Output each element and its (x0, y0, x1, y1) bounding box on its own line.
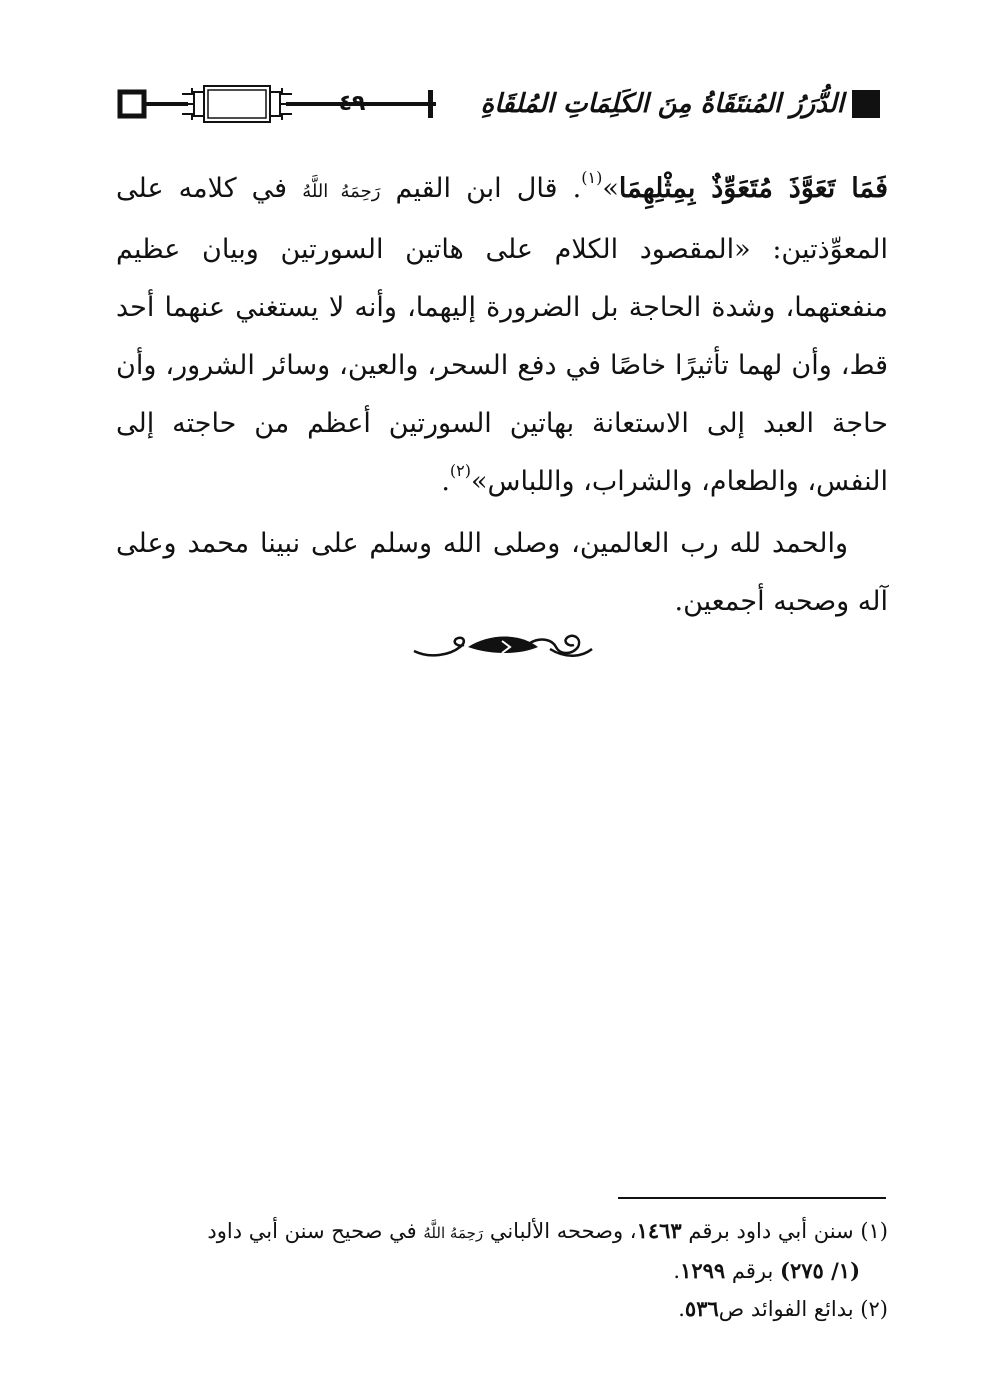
footnote-1-continuation (116, 1252, 888, 1290)
book-title: الدُّرَرُ المُنتَقَاةُ مِنَ الكَلِمَاتِ المُلقَاةِ (473, 84, 852, 124)
footnote-1-number-2: ١٢٩٩ (680, 1258, 726, 1283)
footnote-2 (116, 1290, 888, 1328)
hadith-quote-end: فَمَا تَعَوَّذَ مُتَعَوِّذٌ بِمِثْلِهِمَا (618, 173, 888, 204)
closing-flourish-ornament (410, 625, 596, 665)
paragraph-1-text-b: في كلامه على المعوِّذتين: «المقصود الكلام على هاتين السورتين وبيان عظيم منفعتهما، وشدة الحاجة بل الضرورة إليهما، وأنه لا يستغني عنهما أحد قط، وأن لهما تأثيرًا خاصًا في دفع السحر، والعين، وسائر الشرور، وأن حاجة العبد إلى الاستعانة بهاتين السورتين أعظم من حاجته إلى النفس، والطعام، والشراب، واللباس (116, 173, 888, 497)
footnote-ref-1[interactable]: (١) (581, 168, 603, 187)
footnote-2-page-number: ٥٣٦ (684, 1296, 719, 1321)
footnote-separator (618, 1197, 886, 1199)
closing-quote-mark: » (602, 173, 619, 204)
paragraph-1-end: . (441, 466, 450, 497)
main-text (116, 160, 888, 631)
footnote-ref-2[interactable]: (٢) (449, 461, 472, 480)
footnote-1-text-b: ، وصححه الألباني (483, 1219, 637, 1243)
footnote-1-text-a: (١) سنن أبي داود برقم (681, 1219, 888, 1243)
footnote-1-honorific: رَحِمَهُ اللَّهُ (423, 1224, 484, 1242)
paragraph-1-text-a: . قال ابن القيم (380, 173, 582, 204)
paragraph-1 (116, 160, 888, 511)
footnote-1-end: . (673, 1259, 681, 1283)
page-header (116, 80, 888, 128)
footnote-1-hadith-number: ١٤٦٣ (636, 1218, 682, 1243)
paragraph-2: والحمد لله رب العالمين، وصلى الله وسلم على نبينا محمد وعلى آله وصحبه أجمعين. (116, 528, 888, 617)
footnote-1-volume-page: (١/ ٢٧٥) (780, 1258, 860, 1283)
honorific-rahimahullah: رَحِمَهُ اللَّهُ (302, 181, 381, 202)
footnote-2-end: . (678, 1297, 685, 1321)
page-number: ٤٩ (338, 91, 366, 116)
footnotes (116, 1212, 888, 1328)
footnote-1-text-d: برقم (725, 1259, 781, 1283)
footnote-1-text-c: في صحيح سنن أبي داود (207, 1219, 424, 1243)
footnote-1 (116, 1212, 888, 1252)
footnote-2-text-a: (٢) بدائع الفوائد ص (718, 1297, 888, 1321)
closing-quote-mark-2: » (471, 466, 488, 497)
